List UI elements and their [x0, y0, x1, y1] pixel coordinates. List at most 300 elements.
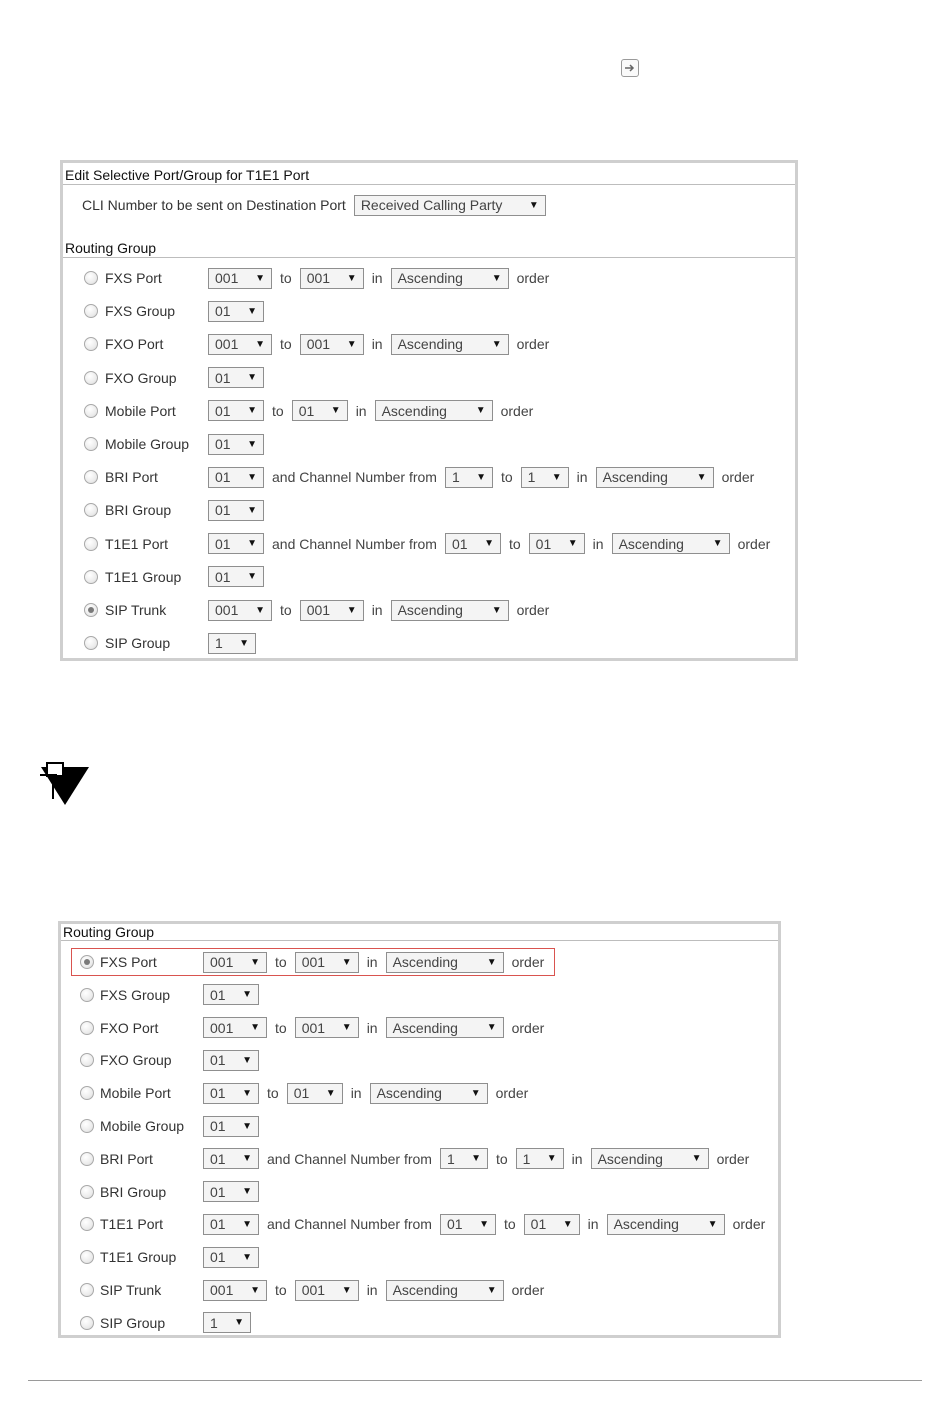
- radio-button[interactable]: [84, 537, 98, 551]
- chevron-down-icon: ▼: [491, 338, 502, 350]
- chevron-down-icon: ▼: [255, 272, 265, 284]
- row-label: SIP Trunk: [100, 1282, 162, 1298]
- select-value: 01: [210, 1085, 226, 1102]
- routing-row: [61, 1245, 778, 1269]
- select-value: 001: [301, 1019, 326, 1036]
- chevron-down-icon: ▼: [346, 604, 357, 616]
- select-value: 1: [451, 469, 460, 486]
- radio-button[interactable]: [84, 503, 98, 517]
- routing-row: [61, 1147, 778, 1171]
- row-controls: [208, 566, 264, 587]
- value-select[interactable]: [203, 1050, 259, 1071]
- select-value: 01: [293, 1085, 310, 1102]
- radio-button[interactable]: [80, 1152, 94, 1166]
- chevron-down-icon: ▼: [341, 956, 352, 968]
- routing-row: [63, 332, 795, 356]
- row-label: SIP Group: [105, 635, 171, 652]
- select-value: Ascending: [597, 1150, 663, 1167]
- connector-text: in: [371, 336, 383, 353]
- chevron-down-icon: ▼: [696, 471, 707, 483]
- value-select[interactable]: [208, 367, 264, 388]
- row-controls: [203, 1083, 536, 1104]
- select-value: 1: [210, 1314, 218, 1331]
- connector-text: and Channel Number from: [267, 1216, 432, 1233]
- chevron-down-icon: ▼: [247, 372, 257, 384]
- panel-title: Edit Selective Port/Group for T1E1 Port: [65, 167, 310, 183]
- connector-text: order: [732, 1216, 766, 1233]
- chevron-down-icon: ▼: [242, 1251, 252, 1263]
- select-value: 001: [306, 602, 331, 618]
- connector-text: order: [716, 1150, 750, 1167]
- select-value: Ascending: [392, 1019, 458, 1036]
- row-controls: [208, 467, 762, 488]
- select-value: 01: [210, 1249, 226, 1266]
- routing-row: [63, 532, 795, 556]
- connector-text: in: [371, 602, 383, 618]
- chevron-down-icon: ▼: [247, 305, 257, 317]
- row-label: BRI Group: [100, 1183, 167, 1200]
- row-controls: [208, 533, 778, 554]
- row-label: FXO Group: [100, 1052, 172, 1069]
- value-select[interactable]: [203, 952, 267, 973]
- select-value: 01: [446, 1216, 463, 1233]
- value-select[interactable]: [516, 1148, 564, 1169]
- select-value: Ascending: [397, 270, 463, 286]
- chevron-down-icon: ▼: [242, 1186, 252, 1198]
- chevron-down-icon: ▼: [341, 1284, 352, 1296]
- radio-button[interactable]: [84, 603, 98, 617]
- value-select[interactable]: [300, 268, 364, 289]
- connector-text: order: [495, 1085, 529, 1102]
- chevron-down-icon: ▼: [242, 1153, 252, 1165]
- row-controls: [208, 301, 264, 322]
- connector-text: to: [503, 1216, 516, 1233]
- routing-row: [63, 266, 795, 290]
- value-select[interactable]: [203, 1247, 259, 1268]
- footer-rule: [28, 1380, 922, 1381]
- routing-row: [61, 1311, 778, 1335]
- row-label: BRI Port: [105, 469, 158, 486]
- connector-text: and Channel Number from: [272, 535, 437, 552]
- row-label: T1E1 Group: [100, 1249, 177, 1266]
- order-select[interactable]: [375, 400, 493, 421]
- radio-button[interactable]: [84, 437, 98, 451]
- value-select[interactable]: [203, 1116, 259, 1137]
- value-select[interactable]: [203, 984, 259, 1005]
- connector-text: and Channel Number from: [267, 1150, 432, 1167]
- order-select[interactable]: [391, 334, 509, 355]
- value-select[interactable]: [208, 334, 272, 355]
- chevron-down-icon: ▼: [242, 1054, 252, 1066]
- row-controls: [208, 268, 557, 289]
- chevron-down-icon: ▼: [486, 1022, 497, 1034]
- connector-text: in: [576, 469, 588, 486]
- routing-group-panel: [58, 921, 781, 1338]
- routing-row: [63, 498, 795, 522]
- order-select[interactable]: [391, 600, 509, 621]
- row-label: FXS Group: [100, 986, 171, 1003]
- select-value: 1: [446, 1150, 455, 1167]
- chevron-down-icon: ▼: [484, 538, 494, 550]
- order-select[interactable]: [607, 1214, 725, 1235]
- row-controls: [203, 1116, 259, 1137]
- row-controls: [203, 1312, 251, 1333]
- connector-text: to: [275, 1019, 287, 1036]
- select-value: 01: [215, 535, 231, 552]
- select-value: 1: [522, 1150, 531, 1167]
- routing-row: [63, 399, 795, 423]
- value-select[interactable]: [208, 533, 264, 554]
- select-value: 01: [451, 535, 468, 552]
- select-value: Ascending: [392, 1282, 458, 1298]
- value-select[interactable]: [300, 600, 364, 621]
- row-label: FXS Port: [105, 270, 162, 286]
- select-value: 01: [210, 1052, 226, 1069]
- connector-text: in: [355, 402, 367, 419]
- routing-row: [61, 1048, 778, 1072]
- order-select[interactable]: [591, 1148, 709, 1169]
- row-label: FXO Port: [100, 1019, 159, 1036]
- select-value: Ascending: [381, 402, 447, 419]
- row-label: T1E1 Group: [105, 568, 182, 585]
- row-label: T1E1 Port: [105, 535, 169, 552]
- chevron-down-icon: ▼: [250, 956, 260, 968]
- edit-selective-port-panel: [60, 160, 798, 661]
- row-label: Mobile Group: [100, 1118, 185, 1134]
- radio-button[interactable]: [80, 1119, 94, 1133]
- value-select[interactable]: [203, 1148, 259, 1169]
- radio-button[interactable]: [84, 304, 98, 318]
- connector-text: to: [495, 1150, 508, 1167]
- chevron-down-icon: ▼: [346, 272, 357, 284]
- value-select[interactable]: [295, 1017, 359, 1038]
- connector-text: to: [280, 602, 292, 618]
- routing-row: [63, 432, 795, 456]
- row-controls: [208, 600, 557, 621]
- order-select[interactable]: [612, 533, 730, 554]
- connector-text: to: [500, 469, 513, 486]
- radio-button[interactable]: [80, 1086, 94, 1100]
- row-label: Mobile Group: [105, 436, 190, 452]
- row-controls: [203, 952, 552, 973]
- chevron-down-icon: ▼: [247, 405, 257, 417]
- select-value: 001: [306, 336, 331, 353]
- radio-button[interactable]: [80, 1185, 94, 1199]
- order-select[interactable]: [391, 268, 509, 289]
- order-select[interactable]: [386, 952, 504, 973]
- select-value: 01: [298, 402, 315, 419]
- radio-button[interactable]: [80, 1316, 94, 1330]
- row-label: BRI Group: [105, 502, 172, 519]
- value-select[interactable]: [529, 533, 585, 554]
- select-value: 01: [215, 303, 231, 320]
- value-select[interactable]: [300, 334, 364, 355]
- chevron-down-icon: ▼: [255, 338, 265, 350]
- routing-group-title: Routing Group: [63, 924, 155, 940]
- row-label: Mobile Port: [100, 1085, 171, 1102]
- select-value: 001: [301, 1282, 326, 1298]
- chevron-down-icon: ▼: [341, 1022, 352, 1034]
- routing-row: [63, 565, 795, 589]
- select-value: Ascending: [602, 469, 668, 486]
- chevron-down-icon: ▼: [567, 538, 578, 550]
- connector-text: in: [366, 954, 378, 970]
- select-value: 001: [210, 954, 234, 970]
- routing-group-title: Routing Group: [65, 240, 157, 256]
- select-value: 01: [535, 535, 552, 552]
- chevron-down-icon: ▼: [486, 1284, 497, 1296]
- select-value: Ascending: [392, 954, 458, 970]
- chevron-down-icon: ▼: [475, 405, 486, 417]
- value-select[interactable]: [208, 633, 256, 654]
- row-controls: [208, 434, 264, 455]
- connector-text: order: [511, 1282, 545, 1298]
- radio-button[interactable]: [80, 988, 94, 1002]
- row-label: T1E1 Port: [100, 1216, 164, 1233]
- note-icon: [37, 761, 91, 812]
- value-select[interactable]: [445, 467, 493, 488]
- row-label: FXO Group: [105, 369, 177, 386]
- order-select[interactable]: [370, 1083, 488, 1104]
- connector-text: in: [592, 535, 604, 552]
- chevron-down-icon: ▼: [247, 571, 257, 583]
- connector-text: in: [366, 1019, 378, 1036]
- select-value: 001: [215, 336, 239, 353]
- value-select[interactable]: [203, 1181, 259, 1202]
- cli-row: [82, 194, 546, 216]
- routing-row: [61, 1180, 778, 1204]
- chevron-down-icon: ▼: [691, 1153, 702, 1165]
- chevron-down-icon: ▼: [491, 272, 502, 284]
- chevron-down-icon: ▼: [551, 471, 562, 483]
- row-controls: [208, 334, 557, 355]
- value-select[interactable]: [208, 500, 264, 521]
- select-value: 001: [210, 1019, 234, 1036]
- connector-text: and Channel Number from: [272, 469, 437, 486]
- select-value: 01: [210, 1118, 226, 1134]
- select-value: 1: [215, 635, 223, 652]
- row-controls: [203, 1148, 757, 1169]
- value-select[interactable]: [208, 268, 272, 289]
- select-value: 001: [215, 602, 239, 618]
- radio-button[interactable]: [80, 955, 94, 969]
- value-select[interactable]: [521, 467, 569, 488]
- value-select[interactable]: [445, 533, 501, 554]
- value-select[interactable]: [208, 600, 272, 621]
- radio-button[interactable]: [84, 470, 98, 484]
- connector-text: order: [721, 469, 755, 486]
- chevron-down-icon: ▼: [712, 538, 723, 550]
- value-select[interactable]: [524, 1214, 580, 1235]
- chevron-down-icon: ▼: [247, 438, 257, 450]
- order-select[interactable]: [386, 1280, 504, 1301]
- chevron-down-icon: ▼: [247, 504, 257, 516]
- chevron-down-icon: ▼: [707, 1218, 718, 1230]
- radio-button[interactable]: [84, 404, 98, 418]
- connector-text: order: [511, 1019, 545, 1036]
- routing-row: [63, 598, 795, 622]
- chevron-down-icon: ▼: [330, 405, 341, 417]
- chevron-down-icon: ▼: [528, 199, 539, 211]
- chevron-down-icon: ▼: [250, 1022, 260, 1034]
- radio-button[interactable]: [84, 636, 98, 650]
- value-select[interactable]: [208, 434, 264, 455]
- chevron-down-icon: ▼: [562, 1218, 573, 1230]
- chevron-down-icon: ▼: [242, 1087, 252, 1099]
- row-label: FXS Group: [105, 303, 176, 320]
- connector-text: to: [280, 270, 292, 286]
- routing-row: [63, 631, 795, 655]
- select-value: Ascending: [618, 535, 684, 552]
- routing-row: [61, 1016, 778, 1040]
- connector-text: in: [587, 1216, 599, 1233]
- radio-button[interactable]: [80, 1021, 94, 1035]
- row-label: SIP Group: [100, 1314, 166, 1331]
- select-value: 001: [215, 270, 239, 286]
- value-select[interactable]: [203, 1214, 259, 1235]
- chevron-down-icon: ▼: [255, 604, 265, 616]
- connector-text: to: [272, 402, 284, 419]
- radio-button[interactable]: [84, 337, 98, 351]
- select-value: 1: [527, 469, 536, 486]
- chevron-down-icon: ▼: [479, 1218, 489, 1230]
- divider: [63, 257, 795, 258]
- chevron-down-icon: ▼: [239, 637, 249, 649]
- connector-text: in: [350, 1085, 362, 1102]
- select-value: 01: [215, 502, 231, 519]
- select-value: 001: [306, 270, 331, 286]
- connector-text: in: [371, 270, 383, 286]
- routing-row: [63, 465, 795, 489]
- select-value: 01: [210, 986, 226, 1003]
- row-controls: [203, 984, 259, 1005]
- chevron-down-icon: ▼: [242, 989, 252, 1001]
- chevron-down-icon: ▼: [486, 956, 497, 968]
- value-select[interactable]: [203, 1280, 267, 1301]
- connector-text: order: [500, 402, 534, 419]
- chevron-down-icon: ▼: [247, 538, 257, 550]
- row-label: FXO Port: [105, 336, 164, 353]
- select-value: 01: [210, 1216, 226, 1233]
- chevron-down-icon: ▼: [247, 471, 257, 483]
- order-select[interactable]: [596, 467, 714, 488]
- select-value: 01: [215, 436, 231, 452]
- value-select[interactable]: [208, 566, 264, 587]
- cli-select-value: Received Calling Party: [360, 197, 503, 213]
- chevron-down-icon: ▼: [346, 338, 357, 350]
- row-label: BRI Port: [100, 1150, 153, 1167]
- value-select[interactable]: [208, 467, 264, 488]
- connector-text: order: [511, 954, 545, 970]
- value-select[interactable]: [292, 400, 348, 421]
- select-value: Ascending: [613, 1216, 679, 1233]
- chevron-down-icon: ▼: [242, 1120, 252, 1132]
- radio-button[interactable]: [80, 1217, 94, 1231]
- routing-row: [61, 1212, 778, 1236]
- value-select[interactable]: [287, 1083, 343, 1104]
- routing-row: [61, 1114, 778, 1138]
- cli-label: CLI Number to be sent on Destination Port: [82, 197, 346, 213]
- value-select[interactable]: [440, 1214, 496, 1235]
- connector-text: to: [267, 1085, 279, 1102]
- routing-row: [61, 1081, 778, 1105]
- select-value: 01: [215, 469, 231, 486]
- chevron-down-icon: ▼: [470, 1087, 481, 1099]
- radio-button[interactable]: [80, 1250, 94, 1264]
- select-value: 01: [215, 402, 231, 419]
- chevron-down-icon: ▼: [242, 1218, 252, 1230]
- chevron-down-icon: ▼: [491, 604, 502, 616]
- row-label: FXS Port: [100, 954, 157, 970]
- value-select[interactable]: [208, 400, 264, 421]
- row-controls: [203, 1181, 259, 1202]
- chevron-down-icon: ▼: [476, 471, 486, 483]
- row-controls: [208, 400, 541, 421]
- radio-button[interactable]: [84, 371, 98, 385]
- radio-button[interactable]: [80, 1053, 94, 1067]
- cli-select[interactable]: [354, 195, 546, 216]
- connector-text: to: [275, 954, 287, 970]
- row-controls: [203, 1050, 259, 1071]
- value-select[interactable]: [203, 1083, 259, 1104]
- radio-button[interactable]: [84, 271, 98, 285]
- connector-text: in: [571, 1150, 583, 1167]
- connector-text: to: [280, 336, 292, 353]
- connector-text: order: [516, 270, 550, 286]
- chevron-down-icon: ▼: [546, 1153, 557, 1165]
- value-select[interactable]: [440, 1148, 488, 1169]
- routing-row: [61, 950, 778, 974]
- chevron-down-icon: ▼: [471, 1153, 481, 1165]
- order-select[interactable]: [386, 1017, 504, 1038]
- value-select[interactable]: [203, 1312, 251, 1333]
- select-value: 01: [530, 1216, 547, 1233]
- connector-text: to: [508, 535, 521, 552]
- select-value: Ascending: [397, 336, 463, 353]
- connector-text: in: [366, 1282, 378, 1298]
- value-select[interactable]: [295, 1280, 359, 1301]
- select-value: Ascending: [397, 602, 463, 618]
- select-value: 001: [210, 1282, 234, 1298]
- radio-button[interactable]: [80, 1283, 94, 1297]
- arrow-right-box-icon: [621, 59, 639, 77]
- connector-text: to: [275, 1282, 287, 1298]
- select-value: Ascending: [376, 1085, 442, 1102]
- select-value: 01: [215, 568, 231, 585]
- chevron-down-icon: ▼: [250, 1284, 260, 1296]
- select-value: 01: [210, 1150, 226, 1167]
- chevron-down-icon: ▼: [325, 1087, 336, 1099]
- connector-text: order: [516, 336, 550, 353]
- divider: [61, 940, 778, 941]
- row-controls: [208, 500, 264, 521]
- connector-text: order: [737, 535, 771, 552]
- radio-button[interactable]: [84, 570, 98, 584]
- routing-row: [61, 1278, 778, 1302]
- row-controls: [203, 1247, 259, 1268]
- row-controls: [203, 1214, 773, 1235]
- value-select[interactable]: [295, 952, 359, 973]
- routing-row: [63, 299, 795, 323]
- divider: [63, 184, 795, 185]
- value-select[interactable]: [208, 301, 264, 322]
- row-controls: [208, 367, 264, 388]
- select-value: 001: [301, 954, 326, 970]
- routing-row: [61, 983, 778, 1007]
- routing-row: [63, 366, 795, 390]
- value-select[interactable]: [203, 1017, 267, 1038]
- select-value: 01: [210, 1183, 226, 1200]
